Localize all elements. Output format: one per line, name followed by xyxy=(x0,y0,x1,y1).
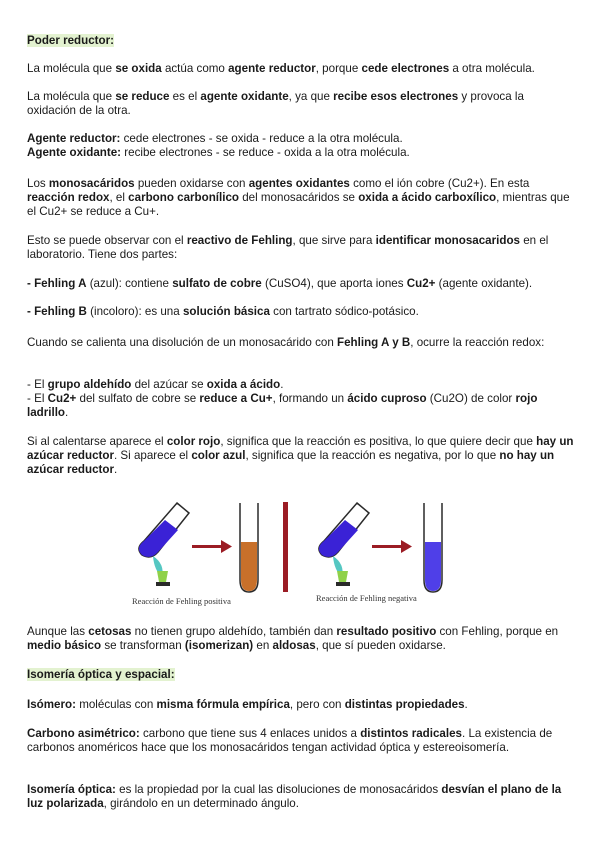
paragraph-reduce: La molécula que se reduce es el agente oxidante, ya que recibe esos electrones y provoca la oxidación de la otra. xyxy=(27,90,524,118)
list-item-aldehido: - El grupo aldehído del azúcar se oxida a ácido. xyxy=(27,378,284,391)
list-item-fehling-b: - Fehling B (incoloro): es una solución básica con tartrato sódico-potásico. xyxy=(27,305,419,318)
list-item-cu2: - El Cu2+ del sulfato de cobre se reduce a Cu+, formando un ácido cuproso (Cu2O) de color rojo ladrillo. xyxy=(27,392,538,420)
definition-carbono-asimetrico: Carbono asimétrico: carbono que tiene sus 4 enlaces unidos a distintos radicales. La existencia de carbonos anoméricos hace que los monosacáridos tengan actividad óptica y estereoisomería. xyxy=(27,727,553,755)
caption-positive: Reacción de Fehling positiva xyxy=(132,596,231,606)
paragraph-cetosas: Aunque las cetosas no tienen grupo aldehído, también dan resultado positivo con Fehling, porque en medio básico se transforman (isomerizan) en aldosas, que sí pueden oxidarse. xyxy=(27,625,559,653)
paragraph-fehling-intro: Esto se puede observar con el reactivo de Fehling, que sirve para identificar monosacaridos en el laboratorio. Tiene dos partes: xyxy=(27,234,549,262)
definition-isomeria-optica: Isomería óptica: es la propiedad por la cual las disoluciones de monosacáridos desvían el plano de la luz polarizada, girándolo en un determinado ángulo. xyxy=(27,783,562,811)
list-item-fehling-a: - Fehling A (azul): contiene sulfato de cobre (CuSO4), que aporta iones Cu2+ (agente oxidante). xyxy=(27,277,533,290)
arrow-right-icon xyxy=(372,540,412,553)
paragraph-monosacaridos: Los monosacáridos pueden oxidarse con agentes oxidantes como el ión cobre (Cu2+). En esta reacción redox, el carbono carbonílico del monosacáridos se oxida a ácido carboxílico, mientras que el Cu2+ se reduce a Cu+. xyxy=(27,177,570,219)
burner-icon xyxy=(337,571,348,582)
fehling-illustration xyxy=(120,498,450,610)
bunsen-burner-right xyxy=(333,556,350,586)
paragraph-color-result: Si al calentarse aparece el color rojo, significa que la reacción es positiva, lo que quiere decir que hay un azúcar reductor. Si aparece el color azul, significa que la reacción es negativa, por lo que no hay un azúcar reductor. xyxy=(27,435,574,477)
bunsen-burner-left xyxy=(153,556,170,586)
red-solution xyxy=(241,542,257,591)
fehling-figure xyxy=(120,498,450,610)
section-heading-isomeria: Isomería óptica y espacial: xyxy=(27,668,175,681)
negative-tilted-tube xyxy=(319,503,369,557)
burner-base xyxy=(336,582,350,586)
paragraph-oxida: La molécula que se oxida actúa como agente reductor, porque cede electrones a otra molécula. xyxy=(27,62,535,75)
paragraph-reaccion-redox: Cuando se calienta una disolución de un monosacárido con Fehling A y B, ocurre la reacción redox: xyxy=(27,336,545,349)
blue-result-solution xyxy=(425,542,441,591)
positive-tilted-tube xyxy=(139,503,189,557)
burner-icon xyxy=(157,571,168,582)
definition-agente-reductor: Agente reductor: cede electrones - se oxida - reduce a la otra molécula. xyxy=(27,132,403,145)
caption-negative: Reacción de Fehling negativa xyxy=(316,593,417,603)
negative-result-tube xyxy=(424,503,442,592)
positive-result-tube xyxy=(240,503,258,592)
section-heading-poder-reductor: Poder reductor: xyxy=(27,34,114,47)
arrow-left-icon xyxy=(192,540,232,553)
figure-divider xyxy=(283,502,288,592)
burner-base xyxy=(156,582,170,586)
definition-agente-oxidante: Agente oxidante: recibe electrones - se reduce - oxida a la otra molécula. xyxy=(27,146,410,159)
definition-isomero: Isómero: moléculas con misma fórmula empírica, pero con distintas propiedades. xyxy=(27,698,468,711)
